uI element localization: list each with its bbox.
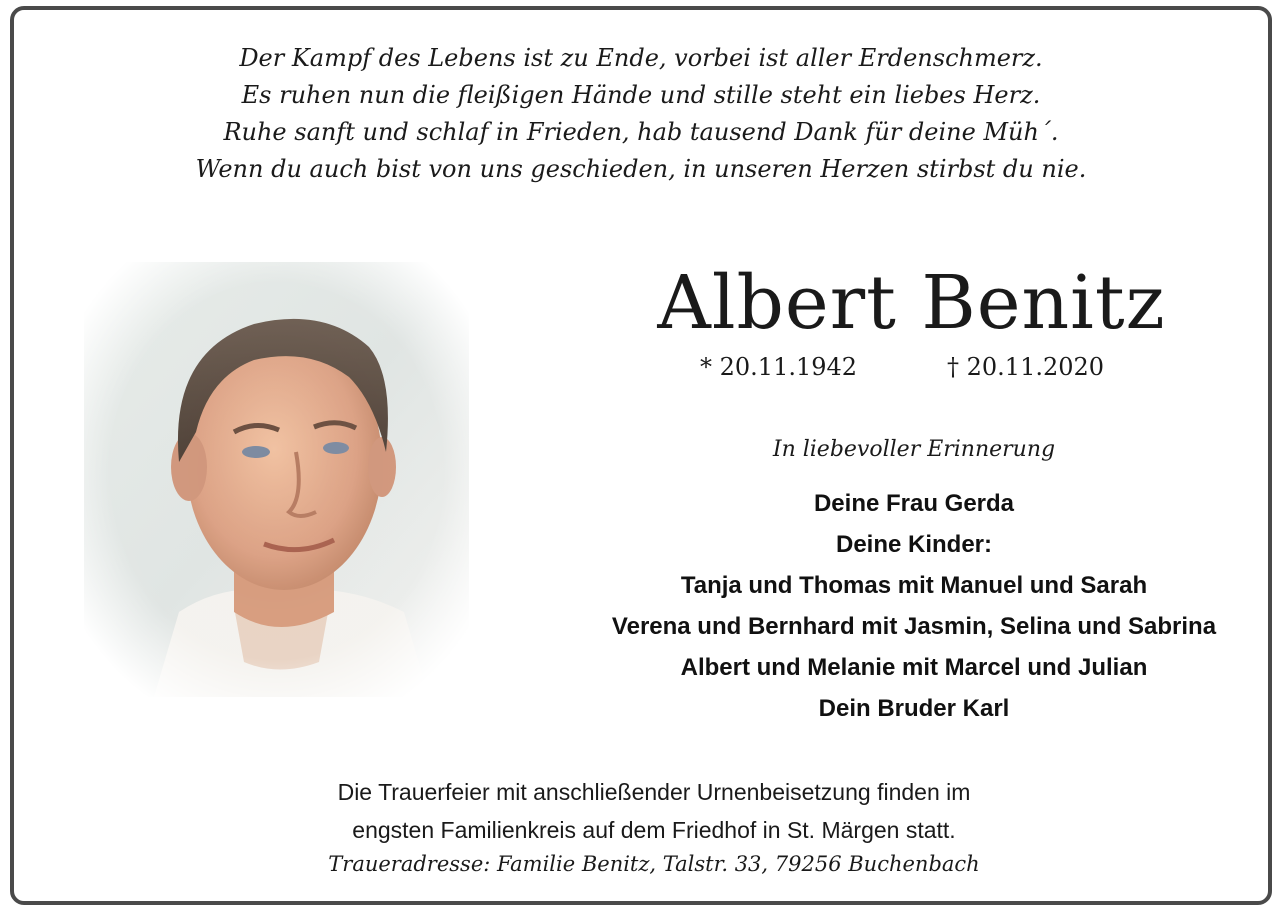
poem-line: Wenn du auch bist von uns geschieden, in unseren Herzen stirbst du nie. — [195, 155, 1087, 183]
poem-line: Es ruhen nun die fleißigen Hände und stille steht ein liebes Herz. — [241, 81, 1041, 109]
notice-line: engsten Familienkreis auf dem Friedhof in St. Märgen statt. — [352, 817, 956, 843]
obituary-frame — [10, 6, 1272, 905]
family-line: Albert und Melanie mit Marcel und Julian — [680, 654, 1148, 681]
family-line: Tanja und Thomas mit Manuel und Sarah — [680, 572, 1148, 599]
death-date: † 20.11.2020 — [947, 353, 1105, 381]
poem-line: Ruhe sanft und schlaf in Frieden, hab tausend Dank für deine Müh´. — [223, 118, 1059, 146]
poem-line: Der Kampf des Lebens ist zu Ende, vorbei ist aller Erdenschmerz. — [239, 44, 1043, 72]
family-line: Deine Kinder: — [835, 531, 993, 558]
memorial-poem — [14, 40, 1268, 188]
family-list — [554, 483, 1274, 729]
funeral-notice — [214, 773, 1094, 849]
portrait-photo — [84, 262, 469, 697]
notice-line: Die Trauerfeier mit anschließender Urnenbeisetzung finden im — [337, 779, 971, 805]
family-line: Verena und Bernhard mit Jasmin, Selina und Sabrina — [611, 613, 1217, 640]
birth-date: * 20.11.1942 — [700, 353, 858, 381]
family-line: Deine Frau Gerda — [813, 490, 1015, 517]
family-line: Dein Bruder Karl — [818, 695, 1010, 722]
remembrance-line: In liebevoller Erinnerung — [772, 437, 1056, 462]
deceased-name: Albert Benitz — [657, 260, 1166, 346]
mourning-address: Traueradresse: Familie Benitz, Talstr. 33, 79256 Buchenbach — [328, 852, 980, 876]
